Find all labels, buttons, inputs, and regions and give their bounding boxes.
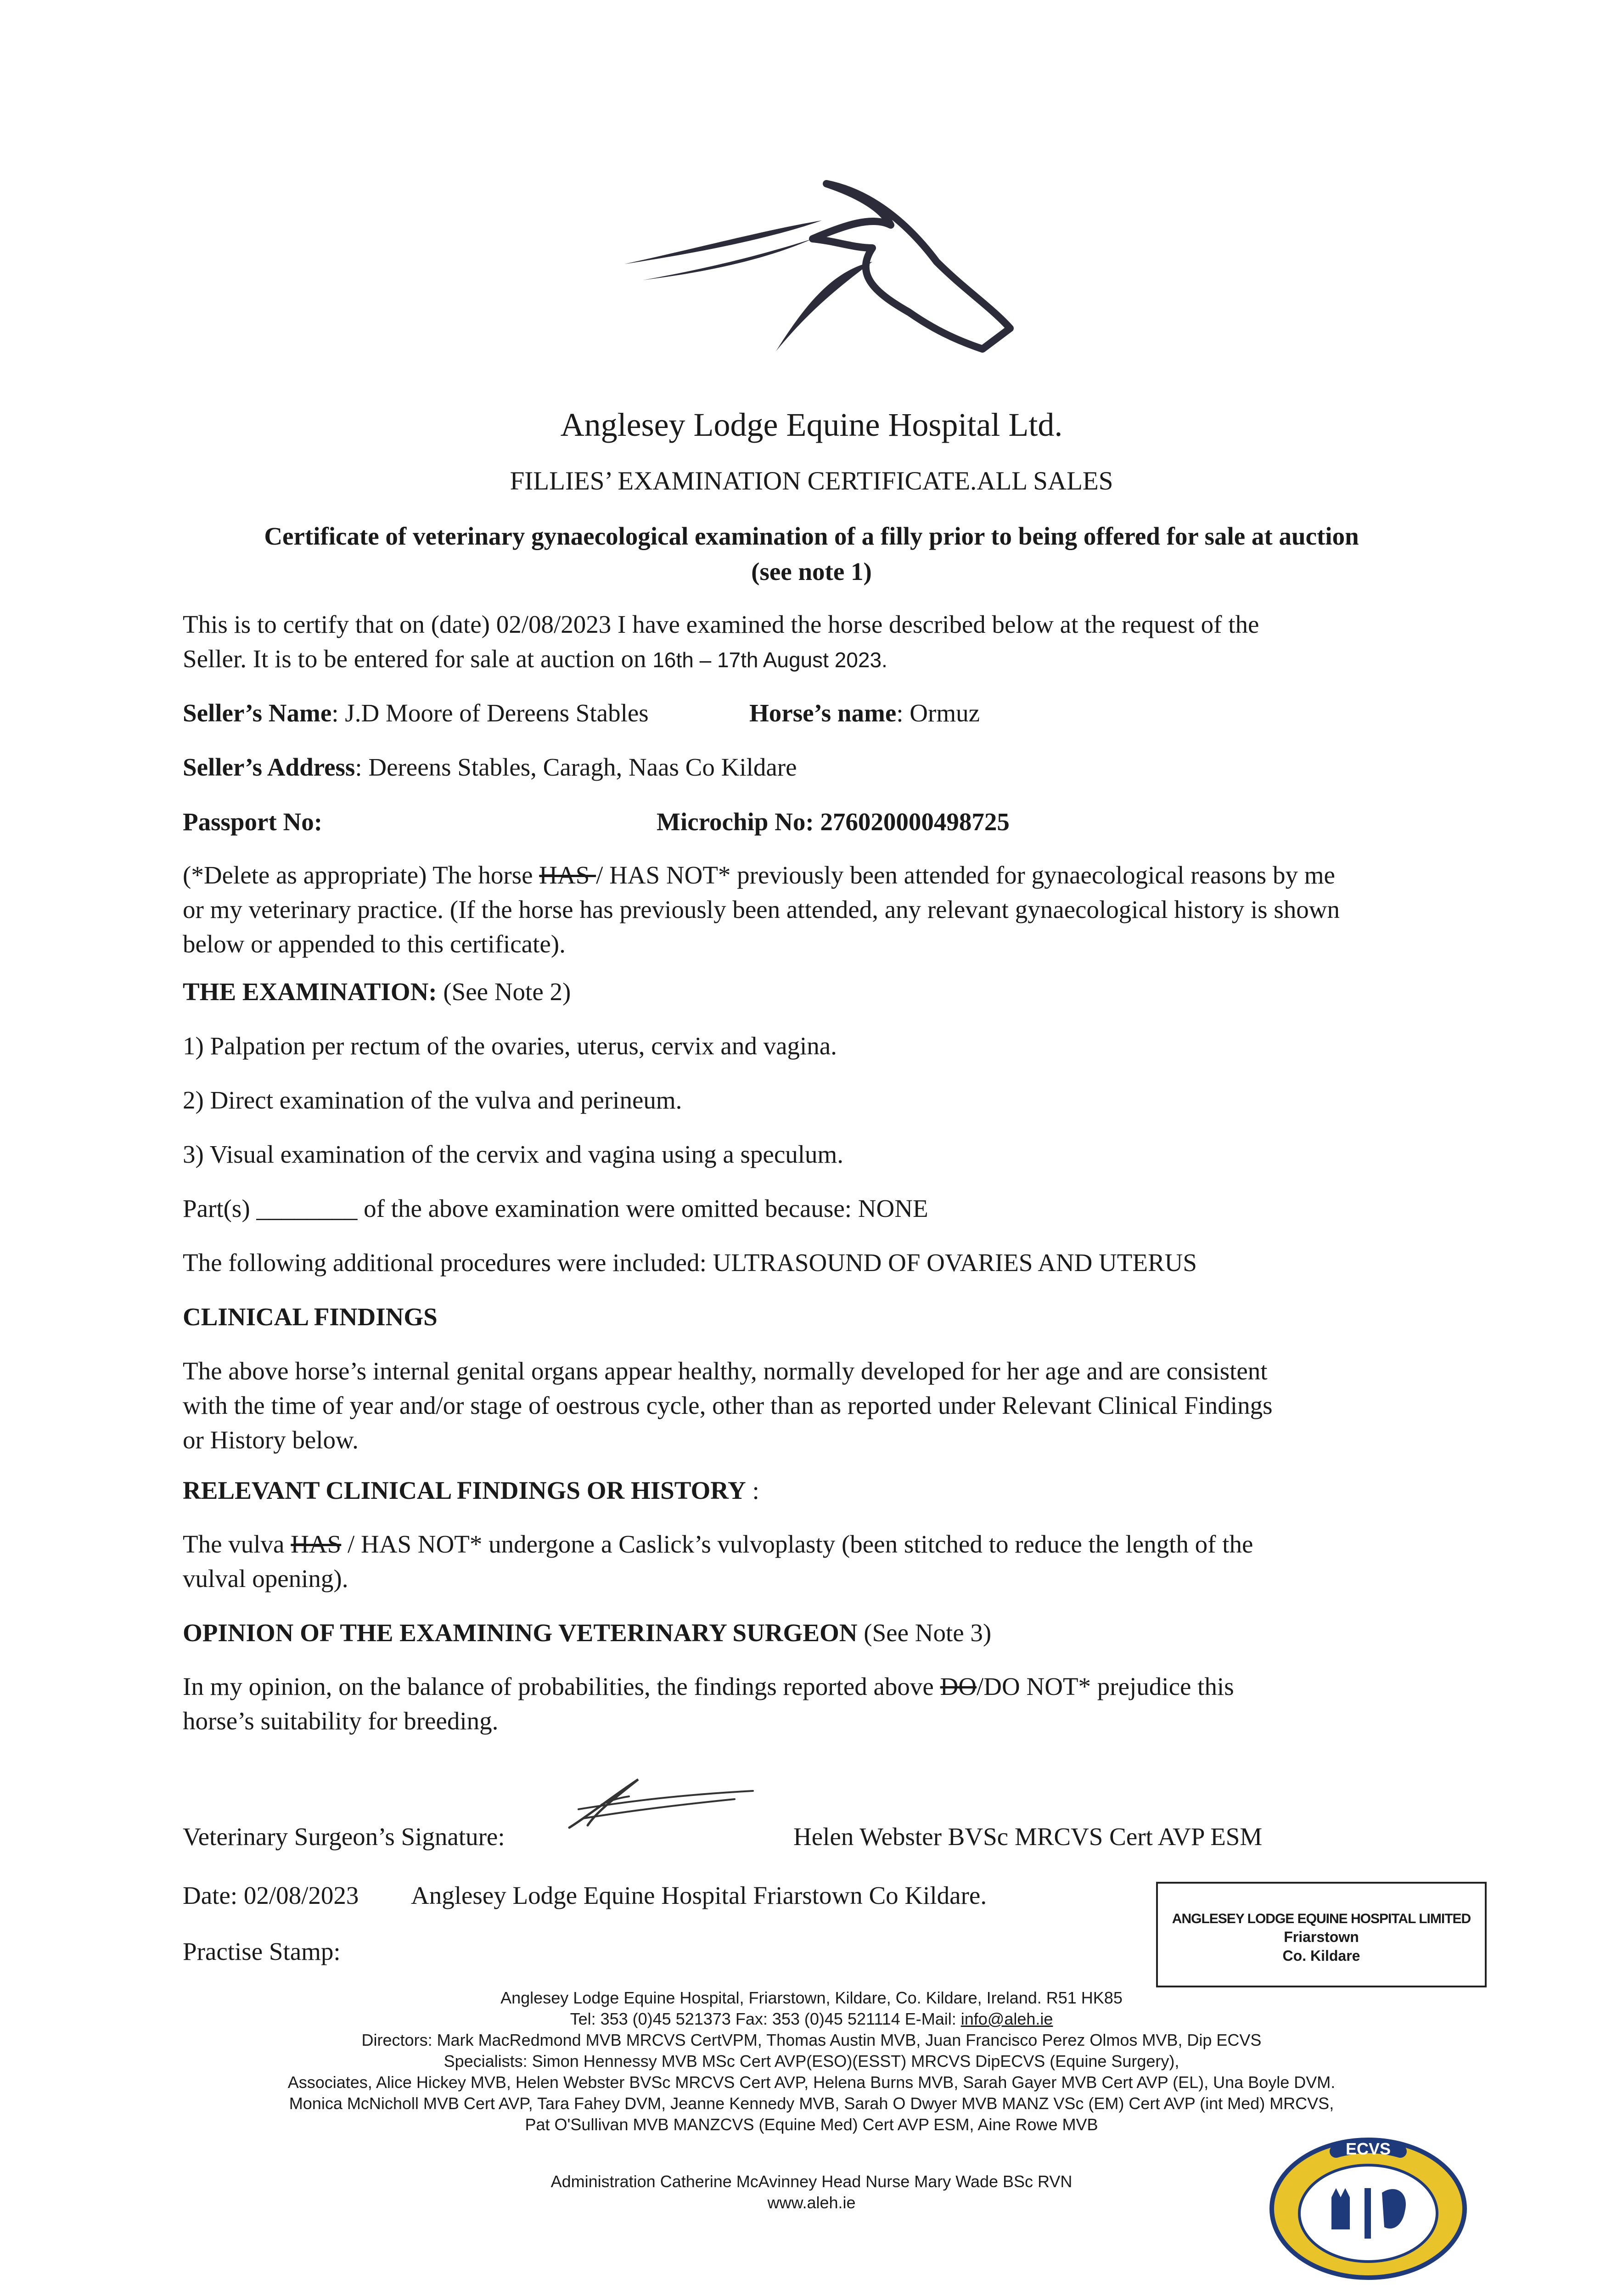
- see-note-1: (see note 1): [751, 557, 872, 585]
- passport-label: Passport No:: [183, 808, 323, 836]
- examination-note: (See Note 2): [437, 978, 571, 1006]
- intro-line-2-text: Seller. It is to be entered for sale at auction on: [183, 645, 653, 673]
- stamp-line-1: ANGLESEY LODGE EQUINE HOSPITAL LIMITED: [1172, 1911, 1471, 1926]
- relevant-text-a: The vulva: [183, 1530, 291, 1558]
- signature-label: Veterinary Surgeon’s Signature:: [183, 1823, 505, 1851]
- footer-directors: Directors: Mark MacRedmond MVB MRCVS CertVPM, Thomas Austin MVB, Juan Francisco Perez Olmos MVB, Dip ECVS: [361, 2031, 1262, 2049]
- seller-address-row: [183, 750, 797, 784]
- footer-admin: Administration Catherine McAvinney Head Nurse Mary Wade BSc RVN: [550, 2172, 1073, 2191]
- intro-paragraph: [183, 607, 1450, 677]
- horse-head-logo: [615, 170, 1019, 363]
- stamp-line-2: Friarstown: [1284, 1929, 1359, 1945]
- intro-line-1: This is to certify that on (date) 02/08/2023 I have examined the horse described below at the request of the: [183, 610, 1259, 638]
- examination-heading: THE EXAMINATION:: [183, 978, 437, 1006]
- attendance-text-a: (*Delete as appropriate) The horse: [183, 861, 539, 889]
- opinion-heading: OPINION OF THE EXAMINING VETERINARY SURGEON: [183, 1619, 858, 1647]
- examination-item: 2) Direct examination of the vulva and perineum.: [183, 1086, 682, 1114]
- opinion-struck-do: DO: [940, 1672, 977, 1700]
- footer-associates: Pat O'Sullivan MVB MANZCVS (Equine Med) Cert AVP ESM, Aine Rowe MVB: [525, 2115, 1098, 2134]
- attendance-line-2: or my veterinary practice. (If the horse has previously been attended, any relevant gynaecological history is shown: [183, 895, 1340, 923]
- examination-item: 3) Visual examination of the cervix and vagina using a speculum.: [183, 1140, 844, 1168]
- relevant-struck-has: HAS: [291, 1530, 342, 1558]
- clinical-findings-heading: CLINICAL FINDINGS: [183, 1303, 438, 1331]
- clinical-findings-line: The above horse’s internal genital organs appear healthy, normally developed for her age and are consistent: [183, 1357, 1268, 1385]
- ecvs-badge-text: ECVS: [1345, 2139, 1391, 2158]
- seller-name-label: Seller’s Name: [183, 699, 332, 727]
- horse-name-value: : Ormuz: [896, 699, 980, 727]
- clinical-findings-paragraph: [183, 1354, 1450, 1457]
- opinion-text-a: In my opinion, on the balance of probabilities, the findings reported above: [183, 1672, 940, 1700]
- stamp-line-3: Co. Kildare: [1282, 1947, 1360, 1964]
- certificate-subtitle: Certificate of veterinary gynaecological examination of a filly prior to being offered for sale at auction: [264, 522, 1359, 550]
- vet-name: Helen Webster BVSc MRCVS Cert AVP ESM: [793, 1823, 1263, 1851]
- relevant-line-2: vulval opening).: [183, 1564, 348, 1593]
- seller-address-value: : Dereens Stables, Caragh, Naas Co Kildare: [355, 753, 797, 781]
- signature-location: Anglesey Lodge Equine Hospital Friarstown Co Kildare.: [411, 1881, 987, 1909]
- attendance-paragraph: [183, 858, 1450, 961]
- opinion-heading-row: [183, 1615, 991, 1650]
- omitted-parts: Part(s) ________ of the above examination were omitted because: NONE: [183, 1194, 928, 1222]
- footer-website[interactable]: www.aleh.ie: [767, 2193, 856, 2212]
- horse-name-row: [749, 696, 980, 730]
- footer-associates: Associates, Alice Hickey MVB, Helen Webster BVSc MRCVS Cert AVP, Helena Burns MVB, Sarah Gayer MVB Cert AVP (EL), Una Boyle DVM.: [287, 2073, 1336, 2092]
- intro-line-2: [183, 642, 1450, 677]
- footer-specialists: Specialists: Simon Hennessy MVB MSc Cert AVP(ESO)(ESST) MRCVS DipECVS (Equine Surgery),: [444, 2052, 1179, 2071]
- certificate-type: FILLIES’ EXAMINATION CERTIFICATE.ALL SALES: [510, 467, 1113, 495]
- opinion-paragraph: [183, 1669, 1450, 1738]
- additional-procedures: The following additional procedures were included: ULTRASOUND OF OVARIES AND UTERUS: [183, 1249, 1197, 1277]
- clinical-findings-line: or History below.: [183, 1426, 359, 1454]
- opinion-line-2: horse’s suitability for breeding.: [183, 1707, 499, 1735]
- relevant-colon: :: [746, 1476, 759, 1504]
- relevant-heading: RELEVANT CLINICAL FINDINGS OR HISTORY: [183, 1476, 746, 1504]
- practise-stamp-label: Practise Stamp:: [183, 1937, 341, 1965]
- seller-name-value: : J.D Moore of Dereens Stables: [331, 699, 649, 727]
- footer: [0, 1987, 1623, 2135]
- seller-address-label: Seller’s Address: [183, 753, 355, 781]
- footer-associates: Monica McNicholl MVB Cert AVP, Tara Fahey DVM, Jeanne Kennedy MVB, Sarah O Dwyer MVB MANZ VSc (EM) Cert AVP (int Med) MRCVS,: [289, 2094, 1334, 2113]
- practice-stamp: [1156, 1882, 1487, 1987]
- relevant-line-1: [183, 1527, 1450, 1561]
- signature-date: Date: 02/08/2023: [183, 1881, 359, 1909]
- examination-item: 1) Palpation per rectum of the ovaries, uterus, cervix and vagina.: [183, 1032, 837, 1060]
- horse-name-label: Horse’s name: [749, 699, 897, 727]
- relevant-heading-row: [183, 1473, 759, 1508]
- attendance-text-b: / HAS NOT* previously been attended for gynaecological reasons by me: [596, 861, 1335, 889]
- footer-contact: [0, 2009, 1623, 2030]
- opinion-note: (See Note 3): [857, 1619, 992, 1647]
- opinion-line-1: [183, 1669, 1450, 1704]
- handwritten-signature: [560, 1773, 762, 1837]
- microchip-number: Microchip No: 276020000498725: [657, 808, 1010, 836]
- footer-email-link[interactable]: info@aleh.ie: [960, 2009, 1053, 2028]
- hospital-name: Anglesey Lodge Equine Hospital Ltd.: [560, 406, 1063, 443]
- clinical-findings-line: with the time of year and/or stage of oestrous cycle, other than as reported under Relevant Clinical Findings: [183, 1391, 1273, 1419]
- relevant-paragraph: [183, 1527, 1450, 1596]
- seller-name-row: [183, 696, 649, 730]
- footer-contact-text: Tel: 353 (0)45 521373 Fax: 353 (0)45 521114 E-Mail:: [570, 2009, 961, 2028]
- examination-heading-row: [183, 974, 571, 1009]
- opinion-text-b: /DO NOT* prejudice this: [977, 1672, 1234, 1700]
- sale-dates: 16th – 17th August 2023.: [652, 648, 887, 672]
- ecvs-badge: [1267, 2133, 1469, 2280]
- attendance-line-1: [183, 858, 1450, 892]
- relevant-text-b: / HAS NOT* undergone a Caslick’s vulvoplasty (been stitched to reduce the length of the: [341, 1530, 1253, 1558]
- footer-address: Anglesey Lodge Equine Hospital, Friarstown, Kildare, Co. Kildare, Ireland. R51 HK85: [500, 1988, 1123, 2007]
- attendance-struck-has: HAS: [539, 861, 596, 889]
- attendance-line-3: below or appended to this certificate).: [183, 930, 566, 958]
